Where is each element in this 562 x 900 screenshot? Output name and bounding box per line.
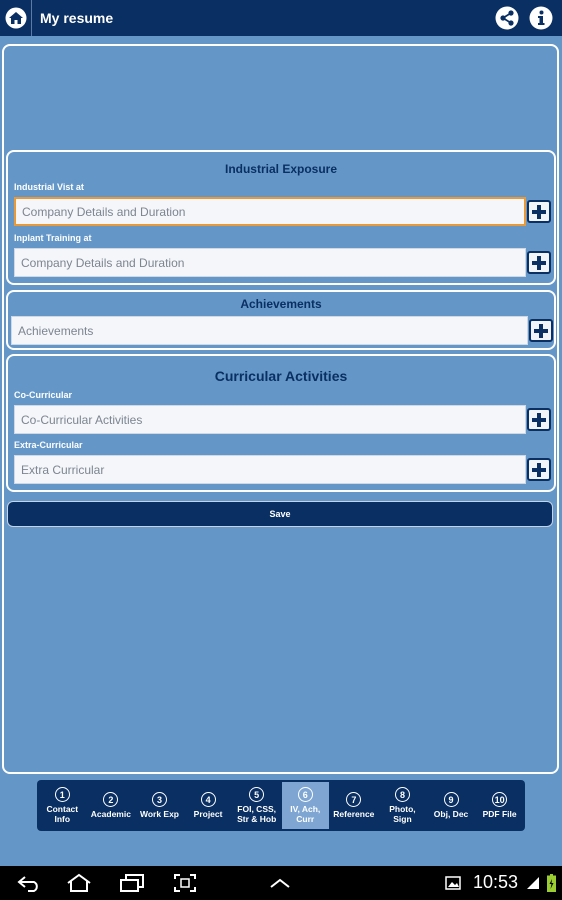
up-chevron-icon bbox=[268, 876, 292, 890]
tab-photo-sign[interactable] bbox=[379, 782, 426, 829]
industrial-visit-label: Industrial Vist at bbox=[14, 182, 84, 192]
home-nav-button[interactable] bbox=[64, 871, 94, 895]
industrial-visit-input[interactable]: Company Details and Duration bbox=[14, 197, 526, 226]
achievements-input[interactable]: Achievements bbox=[11, 316, 528, 345]
screenshot-button[interactable] bbox=[172, 871, 198, 895]
tab-label-line2: Sign bbox=[393, 814, 412, 824]
recent-apps-icon bbox=[119, 873, 145, 893]
recent-apps-button[interactable] bbox=[118, 871, 146, 895]
home-nav-icon bbox=[65, 873, 93, 893]
add-achievement-button[interactable] bbox=[529, 319, 553, 342]
tab-contact-info[interactable] bbox=[39, 782, 86, 829]
curricular-activities-title: Curricular Activities bbox=[214, 368, 348, 384]
industrial-exposure-section bbox=[6, 150, 556, 285]
inplant-training-label: Inplant Training at bbox=[14, 233, 92, 243]
add-extra-curricular-button[interactable] bbox=[527, 458, 551, 481]
achievements-title: Achievements bbox=[240, 297, 322, 311]
tab-number: 3 bbox=[152, 792, 167, 807]
tab-obj-dec[interactable] bbox=[428, 782, 475, 829]
top-bar bbox=[0, 0, 562, 36]
co-curricular-input[interactable]: Co-Curricular Activities bbox=[14, 405, 526, 434]
plus-icon bbox=[532, 205, 546, 219]
tab-label: Work Exp bbox=[139, 809, 179, 819]
tab-number: 5 bbox=[249, 787, 264, 802]
back-button[interactable] bbox=[14, 871, 44, 895]
home-button[interactable] bbox=[0, 0, 32, 36]
tab-label: Obj, Dec bbox=[433, 809, 469, 819]
up-chevron-button[interactable] bbox=[266, 871, 294, 895]
tab-number: 10 bbox=[492, 792, 507, 807]
tab-label: Photo, bbox=[389, 804, 416, 814]
tab-number: 1 bbox=[55, 787, 70, 802]
plus-icon bbox=[532, 256, 546, 270]
tab-label: IV, Ach, bbox=[290, 804, 321, 814]
tab-number: 7 bbox=[346, 792, 361, 807]
extra-curricular-input[interactable]: Extra Curricular bbox=[14, 455, 526, 484]
tab-academic[interactable] bbox=[88, 782, 135, 829]
tab-label: Academic bbox=[90, 809, 131, 819]
screenshot-icon bbox=[173, 873, 197, 893]
tab-number: 9 bbox=[444, 792, 459, 807]
step-tabs-bar bbox=[37, 780, 525, 831]
tab-number: 8 bbox=[395, 787, 410, 802]
tab-label: FOI, CSS, bbox=[237, 804, 277, 814]
tab-work-exp[interactable] bbox=[136, 782, 183, 829]
info-icon bbox=[529, 6, 553, 30]
app-title: My resume bbox=[40, 10, 114, 26]
plus-icon bbox=[532, 463, 546, 477]
achievements-section bbox=[6, 290, 556, 350]
co-curricular-label: Co-Curricular bbox=[14, 390, 73, 400]
tab-foi-css-str-hob[interactable] bbox=[233, 782, 280, 829]
tab-label: Project bbox=[193, 809, 223, 819]
gallery-notification bbox=[444, 871, 462, 895]
tab-reference[interactable] bbox=[331, 782, 378, 829]
back-icon bbox=[16, 874, 42, 892]
industrial-exposure-title: Industrial Exposure bbox=[224, 162, 338, 176]
tab-project[interactable] bbox=[185, 782, 232, 829]
battery-indicator bbox=[545, 871, 557, 895]
battery-icon bbox=[547, 874, 556, 892]
share-button[interactable] bbox=[494, 5, 520, 31]
tab-label-line2: Curr bbox=[296, 814, 315, 824]
curricular-activities-section bbox=[6, 354, 556, 492]
save-button[interactable]: Save bbox=[7, 501, 553, 527]
share-icon bbox=[495, 6, 519, 30]
tab-number: 6 bbox=[298, 787, 313, 802]
signal-indicator bbox=[525, 871, 541, 895]
plus-icon bbox=[534, 324, 548, 338]
extra-curricular-label: Extra-Curricular bbox=[14, 440, 83, 450]
tab-pdf-file[interactable] bbox=[476, 782, 523, 829]
system-nav-bar bbox=[0, 866, 562, 900]
plus-icon bbox=[532, 413, 546, 427]
home-icon bbox=[5, 7, 27, 29]
add-co-curricular-button[interactable] bbox=[527, 408, 551, 431]
inplant-training-input[interactable]: Company Details and Duration bbox=[14, 248, 526, 277]
tab-label-line2: Str & Hob bbox=[237, 814, 277, 824]
status-time: 10:53 bbox=[472, 872, 518, 892]
tab-number: 2 bbox=[103, 792, 118, 807]
tab-label-line2: Info bbox=[54, 814, 71, 824]
tab-iv-ach-curr[interactable] bbox=[282, 782, 329, 829]
signal-icon bbox=[526, 876, 540, 890]
gallery-icon bbox=[445, 876, 461, 890]
tab-label: PDF File bbox=[482, 809, 517, 819]
tab-label: Contact bbox=[46, 804, 79, 814]
info-button[interactable] bbox=[528, 5, 554, 31]
tab-label: Reference bbox=[333, 809, 375, 819]
add-inplant-training-button[interactable] bbox=[527, 251, 551, 274]
add-industrial-visit-button[interactable] bbox=[527, 200, 551, 223]
tab-number: 4 bbox=[201, 792, 216, 807]
